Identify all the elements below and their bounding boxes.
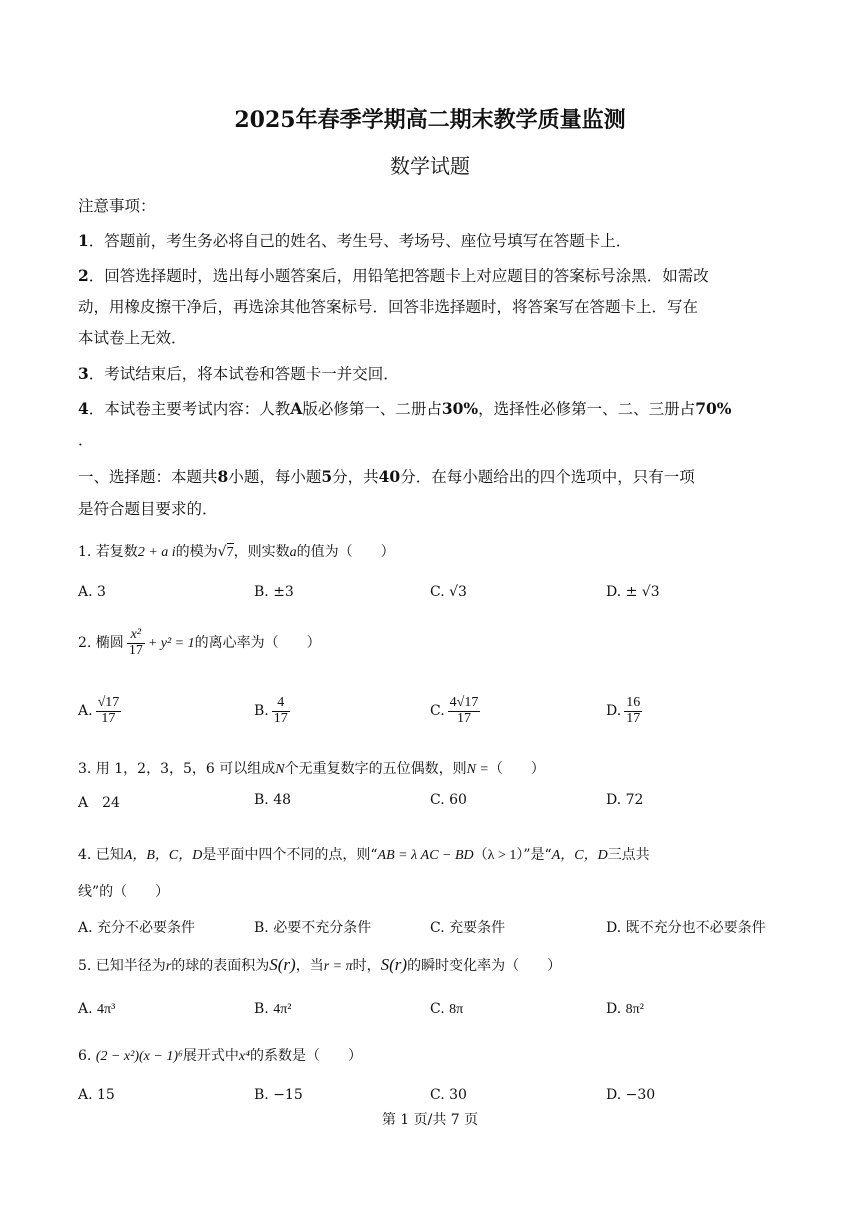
q1-option-c[interactable]: C. √3	[430, 584, 467, 600]
q5-text-a: 5. 已知半径为	[78, 958, 166, 974]
q4-points-2: A，C，D	[551, 848, 608, 863]
q1-mid2: ，则实数	[233, 544, 290, 560]
q2-option-b-num: 4	[272, 696, 290, 712]
question-3	[78, 758, 545, 778]
q5-option-b[interactable]	[254, 1001, 291, 1018]
note-4-bold-a: A	[290, 399, 303, 418]
note-2-text-3: 本试卷上无效．	[78, 329, 187, 347]
q2-option-b-den: 17	[273, 710, 288, 726]
q6-text-a: 展开式中	[182, 1048, 239, 1064]
q4-option-b[interactable]: B. 必要不充分条件	[254, 920, 372, 936]
note-2	[78, 264, 709, 286]
page-number: 第 1 页/共 7 页	[381, 1112, 479, 1128]
q2-option-d-num: 16	[626, 695, 641, 710]
q5-option-b-value: 4π²	[273, 1002, 292, 1017]
q2-option-a-label: A.	[78, 703, 93, 720]
q6-option-b[interactable]: B. −15	[254, 1087, 303, 1103]
q4-text-c: ”是“	[523, 847, 552, 863]
note-4-text-a: ．本试卷主要考试内容：人教	[88, 400, 291, 418]
q5-option-c-label: C.	[430, 1001, 445, 1017]
note-2-number: 2	[78, 266, 89, 285]
q2-option-b-label: B.	[254, 703, 269, 720]
question-5	[78, 955, 561, 975]
q2-option-c-num: 4√17	[449, 695, 479, 710]
section-1-text-d: 分．在每小题给出的四个选项中，只有一项	[400, 468, 695, 486]
q5-option-a[interactable]	[78, 1001, 115, 1018]
section-1-text-a: 一、选择题：本题共	[78, 468, 218, 486]
q5-r: r	[165, 959, 172, 974]
note-4-text-c: ，选择性必修第一、二、三册占	[478, 400, 696, 418]
q3-option-c[interactable]: C. 60	[430, 792, 467, 808]
q4-condition: （λ > 1）	[473, 848, 524, 863]
q2-option-b-frac	[272, 696, 290, 726]
q6-text-b: 的系数是（ ）	[249, 1048, 362, 1064]
q3-var: N	[275, 762, 285, 777]
q4-vector-expr: AB = λ AC − BD	[377, 848, 474, 863]
q5-r-equals: r = π	[323, 959, 353, 974]
question-1	[78, 541, 395, 561]
exam-title: 2025年春季学期高二期末教学质量监测	[234, 107, 626, 133]
q4-option-c[interactable]: C. 充要条件	[430, 920, 506, 936]
q5-option-b-label: B.	[254, 1001, 269, 1017]
q5-text-d: 时，	[352, 958, 381, 974]
q1-sqrt-symbol: √	[217, 544, 227, 560]
q4-text-a: 4. 已知	[78, 847, 124, 863]
q5-text-c: ，当	[295, 958, 324, 974]
q5-option-a-label: A.	[78, 1001, 93, 1017]
q2-option-d-label: D.	[606, 703, 622, 720]
q2-option-c-label: C.	[430, 703, 445, 720]
q3-text-c: （ ）	[488, 761, 545, 777]
q1-option-a[interactable]: A. 3	[78, 584, 106, 600]
q6-term: x⁴	[238, 1049, 250, 1064]
q4-option-a[interactable]: A. 充分不必要条件	[78, 920, 196, 936]
q5-option-d-label: D.	[606, 1001, 622, 1017]
note-3-text: ．考试结束后，将本试卷和答题卡一并交回．	[88, 365, 399, 383]
q1-suffix: 的值为（ ）	[296, 544, 395, 560]
q2-option-a-num: √17	[97, 695, 120, 710]
note-2-text-2: 动，用橡皮擦干净后，再选涂其他答案标号．回答非选择题时，将答案写在答题卡上．写在	[78, 298, 699, 316]
question-2	[78, 628, 321, 658]
q2-frac-den: 17	[128, 642, 143, 658]
section-1-text-2: 是符合题目要求的．	[78, 500, 218, 518]
q2-option-d[interactable]	[606, 696, 645, 726]
q6-expr: (2 − x²)(x − 1)⁶	[95, 1049, 183, 1064]
section-1-count: 8	[217, 467, 229, 486]
note-4-bold-b: 30%	[441, 399, 479, 418]
q6-option-c[interactable]: C. 30	[430, 1087, 467, 1103]
note-1	[78, 229, 631, 251]
q3-text-a: 3. 用 1，2，3，5，6 可以组成	[78, 761, 276, 777]
q3-option-b[interactable]: B. 48	[254, 792, 292, 808]
q2-frac-num: x²	[127, 628, 145, 644]
q1-option-b[interactable]: B. ±3	[254, 584, 294, 600]
q1-mid1: 的模为	[175, 544, 218, 560]
note-4-text-b: 版必修第一、二册占	[302, 400, 442, 418]
q4-option-d[interactable]: D. 既不充分也不必要条件	[606, 920, 766, 936]
q4-text-d: 三点共	[607, 847, 650, 863]
q2-option-d-den: 17	[626, 710, 641, 726]
section-1-points: 5	[321, 467, 333, 486]
q4-points: A，B，C，D	[123, 848, 203, 863]
q2-option-a[interactable]	[78, 696, 124, 726]
q1-prefix: 1. 若复数	[78, 544, 138, 560]
section-1-text-b: 小题，每小题	[228, 468, 322, 486]
q3-option-d[interactable]: D. 72	[606, 792, 644, 808]
q2-option-a-frac	[96, 696, 122, 726]
q4-text-b: 是平面中四个不同的点，则“	[202, 847, 378, 863]
note-1-text: ．答题前，考生务必将自己的姓名、考生号、考场号、座位号填写在答题卡上．	[88, 232, 632, 250]
q6-option-d[interactable]: D. −30	[606, 1087, 656, 1103]
q5-text-e: 的瞬时变化率为（ ）	[407, 958, 562, 974]
q1-sqrt-value: 7	[226, 545, 234, 560]
note-1-number: 1	[78, 231, 89, 250]
q2-expr-tail: + y² = 1	[147, 636, 195, 652]
q6-prefix: 6.	[78, 1048, 92, 1064]
section-1-text-c: 分，共	[332, 468, 379, 486]
q5-text-b: 的球的表面积为	[171, 958, 270, 974]
note-4-tail: ．	[78, 431, 94, 449]
q3-text-b: 个无重复数字的五位偶数，则	[284, 761, 467, 777]
q1-option-d[interactable]: D. ± √3	[606, 584, 660, 600]
note-2-text-1: ．回答选择题时，选出每小题答案后，用铅笔把答题卡上对应题目的答案标号涂黑．如需改	[88, 267, 709, 285]
q1-expr: 2 + a i	[137, 545, 176, 560]
note-3-number: 3	[78, 364, 89, 383]
q5-s-of-r-2: S(r)	[380, 955, 408, 974]
section-1-intro	[78, 465, 695, 487]
q2-suffix: 的离心率为（ ）	[194, 635, 321, 652]
question-4	[78, 844, 650, 864]
q3-option-a[interactable]: A 24	[78, 795, 120, 811]
q5-option-d[interactable]	[606, 1001, 644, 1018]
notes-heading: 注意事项：	[78, 197, 156, 215]
exam-subtitle: 数学试题	[390, 154, 470, 178]
section-1-total: 40	[378, 467, 401, 486]
q3-eq: N =	[466, 762, 489, 777]
note-3	[78, 362, 399, 384]
q5-option-a-value: 4π³	[97, 1002, 116, 1017]
q2-option-c-frac	[448, 696, 481, 726]
q2-option-c[interactable]	[430, 696, 483, 726]
q2-option-b[interactable]	[254, 696, 293, 726]
q2-option-c-den: 17	[457, 710, 472, 726]
q5-option-c[interactable]	[430, 1001, 463, 1018]
q5-option-c-value: 8π	[449, 1002, 464, 1017]
q2-option-d-frac	[624, 696, 642, 726]
q2-prefix: 2. 椭圆	[78, 635, 124, 652]
q5-s-of-r: S(r)	[269, 955, 296, 974]
note-4-number: 4	[78, 399, 89, 418]
question-6	[78, 1045, 362, 1065]
q1-var: a	[289, 545, 297, 560]
q6-option-a[interactable]: A. 15	[78, 1087, 115, 1103]
q5-option-d-value: 8π²	[625, 1002, 644, 1017]
q4-line-2: 线”的（ ）	[78, 884, 170, 900]
note-4	[78, 397, 732, 419]
note-4-bold-c: 70%	[695, 399, 732, 418]
q2-fraction	[127, 628, 145, 658]
q2-option-a-den: 17	[101, 710, 116, 726]
